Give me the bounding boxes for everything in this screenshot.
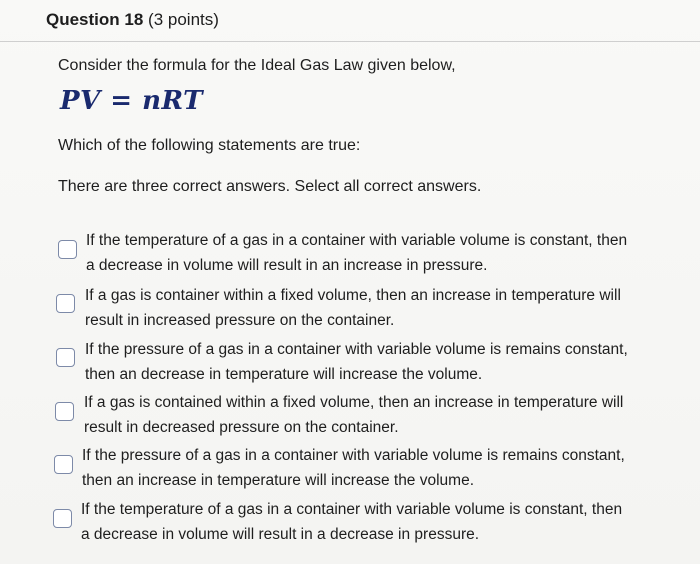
- prompt-instructions: There are three correct answers. Select all correct answers.: [58, 178, 482, 195]
- option-1-line-2: a decrease in volume will result in an increase in pressure.: [86, 257, 488, 274]
- option-6-line-1: If the temperature of a gas in a container with variable volume is constant, then: [81, 501, 623, 518]
- checkbox-option-2[interactable]: [56, 294, 75, 313]
- checkbox-option-6[interactable]: [53, 509, 72, 528]
- question-number: Question 18: [46, 10, 144, 29]
- answer-option-6[interactable]: [51, 497, 698, 549]
- option-5-text: [82, 443, 696, 493]
- option-1-text: [86, 228, 696, 278]
- option-2-text: [85, 283, 695, 333]
- checkbox-option-1[interactable]: [58, 240, 77, 259]
- answer-option-1[interactable]: [56, 228, 696, 280]
- answer-option-5[interactable]: [52, 443, 697, 495]
- option-4-text: [84, 390, 694, 440]
- checkbox-option-3[interactable]: [56, 348, 75, 367]
- option-1-line-1: If the temperature of a gas in a container with variable volume is constant, then: [86, 232, 628, 249]
- option-4-line-1: If a gas is contained within a fixed volume, then an increase in temperature will: [84, 394, 624, 411]
- option-5-line-2: then an increase in temperature will increase the volume.: [82, 472, 475, 489]
- prompt-question: Which of the following statements are true:: [58, 137, 361, 154]
- option-3-text: [85, 337, 695, 387]
- header-divider: [0, 41, 700, 42]
- option-4-line-2: result in decreased pressure on the container.: [84, 419, 399, 436]
- question-header: [46, 10, 219, 30]
- prompt-intro: Consider the formula for the Ideal Gas Law given below,: [58, 57, 456, 74]
- ideal-gas-formula: PV = nRT: [60, 86, 204, 116]
- question-points: (3 points): [148, 10, 219, 29]
- option-2-line-2: result in increased pressure on the container.: [85, 312, 395, 329]
- answer-option-4[interactable]: [53, 390, 696, 442]
- answer-option-3[interactable]: [54, 337, 696, 389]
- option-2-line-1: If a gas is container within a fixed volume, then an increase in temperature will: [85, 287, 621, 304]
- answer-option-2[interactable]: [54, 283, 696, 335]
- option-3-line-2: then an decrease in temperature will increase the volume.: [85, 366, 483, 383]
- option-5-line-1: If the pressure of a gas in a container with variable volume is remains constant,: [82, 447, 625, 464]
- option-6-text: [81, 497, 697, 547]
- option-6-line-2: a decrease in volume will result in a decrease in pressure.: [81, 526, 480, 543]
- checkbox-option-5[interactable]: [54, 455, 73, 474]
- checkbox-option-4[interactable]: [55, 402, 74, 421]
- option-3-line-1: If the pressure of a gas in a container with variable volume is remains constant,: [85, 341, 628, 358]
